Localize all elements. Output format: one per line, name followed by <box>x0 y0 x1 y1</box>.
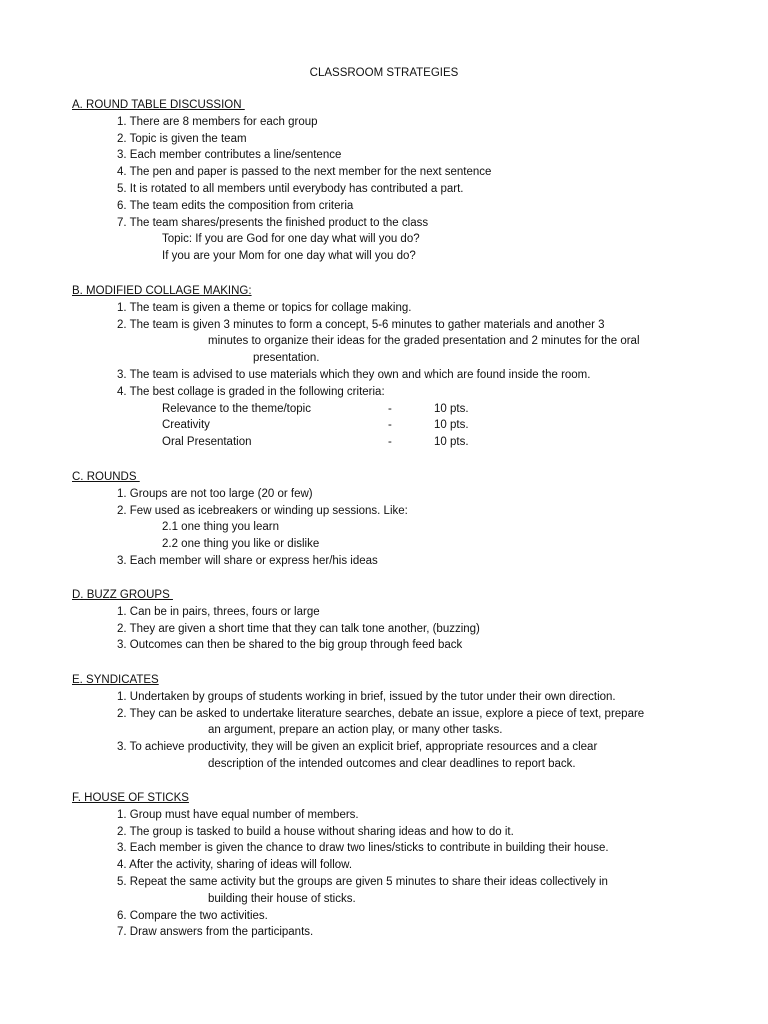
list-item: 1. Groups are not too large (20 or few) <box>117 487 313 500</box>
list-item: 4. The pen and paper is passed to the next member for the next sentence <box>117 166 492 179</box>
criteria-row <box>72 417 752 434</box>
criteria-points: 10 pts. <box>434 436 469 449</box>
list-item: 2. They are given a short time that they can talk tone another, (buzzing) <box>117 622 480 635</box>
criteria-row <box>72 434 752 451</box>
topic-line: Topic: If you are God for one day what will you do? <box>162 233 420 246</box>
section-buzz-groups <box>72 587 752 654</box>
list-item: 1. The team is given a theme or topics for collage making. <box>117 301 412 314</box>
list-item: 4. The best collage is graded in the following criteria: <box>117 385 385 398</box>
sub-list-item: 2.1 one thing you learn <box>162 521 280 534</box>
criteria-dash: - <box>388 419 392 432</box>
list-item: 4. After the activity, sharing of ideas will follow. <box>117 859 353 872</box>
document-title: CLASSROOM STRATEGIES <box>309 67 459 79</box>
list-item: 1. Can be in pairs, threes, fours or large <box>117 605 320 618</box>
criteria-points: 10 pts. <box>434 402 469 415</box>
list-item: 2. Topic is given the team <box>117 132 247 145</box>
list-item: 2. Few used as icebreakers or winding up sessions. Like: <box>117 504 408 517</box>
section-modified-collage-making <box>72 283 752 451</box>
criteria-points: 10 pts. <box>434 419 469 432</box>
section-heading: E. SYNDICATES <box>72 674 159 686</box>
criteria-dash: - <box>388 402 392 415</box>
list-item-continuation: description of the intended outcomes and clear deadlines to report back. <box>208 757 576 770</box>
list-item-continuation: building their house of sticks. <box>208 892 356 905</box>
list-item: 6. The team edits the composition from criteria <box>117 199 354 212</box>
list-item: 1. Group must have equal number of members. <box>117 808 359 821</box>
list-item: 7. Draw answers from the participants. <box>117 926 314 939</box>
sub-list-item: 2.2 one thing you like or dislike <box>162 538 320 551</box>
topic-line: If you are your Mom for one day what will you do? <box>162 250 416 263</box>
list-item: 3. The team is advised to use materials which they own and which are found inside the room. <box>117 368 591 381</box>
list-item: 1. Undertaken by groups of students working in brief, issued by the tutor under their own direction. <box>117 690 616 703</box>
list-item: 3. Each member is given the chance to draw two lines/sticks to contribute in building their house. <box>117 842 609 855</box>
list-item: 1. There are 8 members for each group <box>117 115 318 128</box>
list-item: 3. Each member contributes a line/sentence <box>117 149 342 162</box>
list-item: 3. Each member will share or express her/his ideas <box>117 554 378 567</box>
section-syndicates <box>72 672 752 773</box>
list-item: 5. Repeat the same activity but the groups are given 5 minutes to share their ideas collectively in <box>117 875 608 888</box>
section-heading: A. ROUND TABLE DISCUSSION <box>72 99 245 111</box>
section-rounds <box>72 469 752 570</box>
section-heading: F. HOUSE OF STICKS <box>72 792 189 804</box>
list-item-continuation: an argument, prepare an action play, or many other tasks. <box>208 724 503 737</box>
list-item: 7. The team shares/presents the finished product to the class <box>117 216 429 229</box>
list-item: 3. Outcomes can then be shared to the big group through feed back <box>117 639 463 652</box>
list-item-continuation: minutes to organize their ideas for the graded presentation and 2 minutes for the oral <box>208 335 640 348</box>
section-round-table-discussion <box>72 97 752 265</box>
list-item: 3. To achieve productivity, they will be given an explicit brief, appropriate resources and a clear <box>117 741 598 754</box>
criteria-dash: - <box>388 436 392 449</box>
list-item: 5. It is rotated to all members until everybody has contributed a part. <box>117 182 464 195</box>
list-item: 6. Compare the two activities. <box>117 909 268 922</box>
criteria-name: Relevance to the theme/topic <box>162 402 311 415</box>
criteria-name: Creativity <box>162 419 210 432</box>
section-heading: C. ROUNDS <box>72 471 140 483</box>
criteria-name: Oral Presentation <box>162 436 252 449</box>
list-item: 2. The team is given 3 minutes to form a concept, 5-6 minutes to gather materials and another 3 <box>117 318 605 331</box>
section-house-of-sticks <box>72 790 752 941</box>
list-item: 2. They can be asked to undertake literature searches, debate an issue, explore a piece of text, prepare <box>117 707 645 720</box>
section-heading: D. BUZZ GROUPS <box>72 589 173 601</box>
section-heading: B. MODIFIED COLLAGE MAKING: <box>72 285 252 297</box>
list-item-continuation: presentation. <box>253 352 320 365</box>
criteria-row <box>72 401 752 418</box>
list-item: 2. The group is tasked to build a house without sharing ideas and how to do it. <box>117 825 514 838</box>
